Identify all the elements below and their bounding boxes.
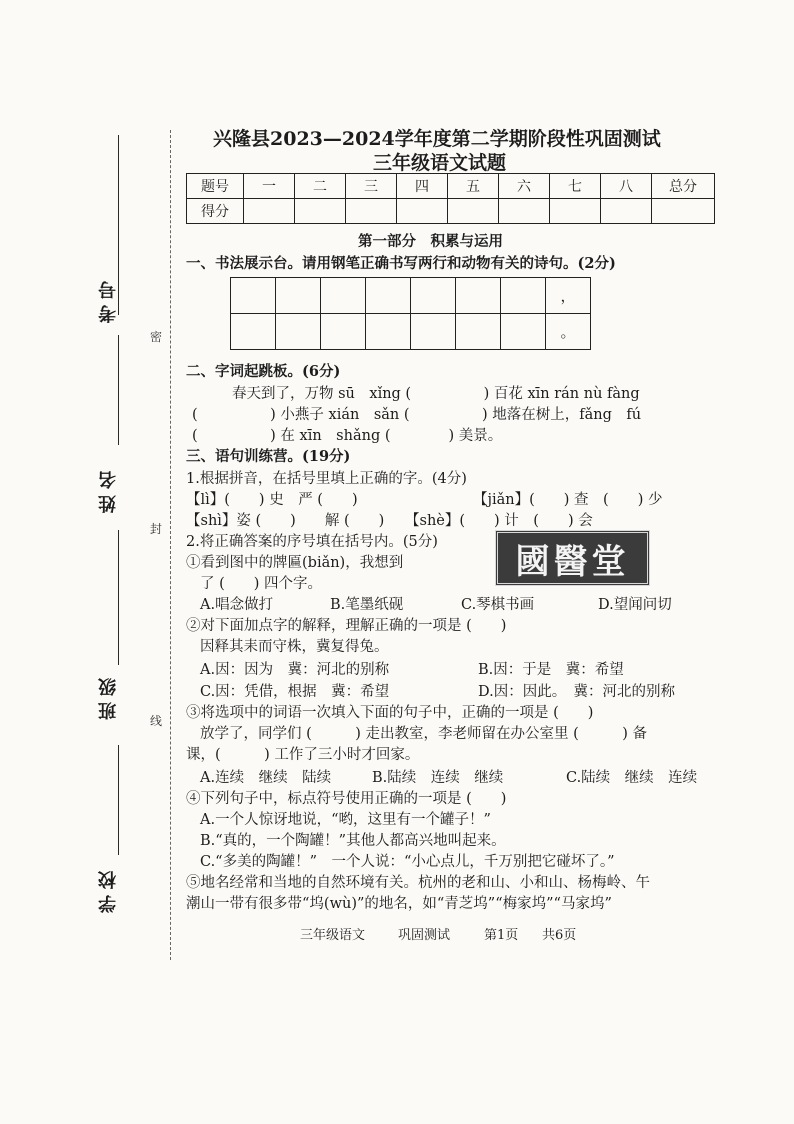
calligraphy-grid[interactable]: [230, 277, 591, 350]
grid-cell: ，: [546, 278, 591, 314]
q2-item2-option: C.因：凭借，根据 冀：希望: [200, 684, 390, 700]
grid-cell[interactable]: [456, 314, 501, 350]
score-input-cell[interactable]: [346, 199, 397, 224]
name-label: 姓名: [98, 465, 119, 513]
plaque-image: [495, 530, 650, 586]
grid-cell[interactable]: [366, 314, 411, 350]
q2-item2: ②对下面加点字的解释，理解正确的一项是 ( ): [186, 618, 507, 634]
q2-item5-cont: 潮山一带有很多带“坞(wù)”的地名，如“青芝坞”“梅家坞”“马家坞”: [186, 896, 612, 912]
q1-item-shi: 【shì】姿 ( ) 解 ( ): [186, 513, 385, 529]
score-cell: 八: [601, 174, 652, 199]
footer-subject: 三年级语文: [300, 928, 366, 943]
q2-item3-option: B.陆续 连续 继续: [372, 770, 504, 786]
grid-cell: 。: [546, 314, 591, 350]
q2-item1-option: B.笔墨纸砚: [330, 597, 404, 613]
q2-item2-option: B.因：于是 冀：希望: [478, 662, 624, 678]
pinyin-line-2: ( ) 小燕子 xián sǎn ( ) 地落在树上，fǎng fú: [192, 407, 642, 423]
q2-item2-quote: 因释其耒而守株，冀复得兔。: [200, 639, 389, 655]
q2-item4-option: C.“多美的陶罐！” 一个人说：“小心点儿，千万别把它碰坏了。”: [200, 854, 615, 870]
score-cell: 二: [295, 174, 346, 199]
grid-cell[interactable]: [231, 278, 276, 314]
q2-item1: ①看到图中的牌匾(biǎn)，我想到: [186, 555, 404, 571]
section1-heading: 一、书法展示台。请用钢笔正确书写两行和动物有关的诗句。(2分): [186, 255, 616, 272]
grid-cell[interactable]: [501, 278, 546, 314]
q2-item3-line2: 课，( ) 工作了三小时才回家。: [186, 747, 420, 763]
q2-item2-option: A.因：因为 冀：河北的别称: [200, 662, 390, 678]
q2-item2-option: D.因：因此。 冀：河北的别称: [478, 684, 675, 700]
seal-char-feng: 封: [150, 522, 163, 536]
score-cell: 七: [550, 174, 601, 199]
exam-subtitle: 三年级语文试题: [373, 152, 507, 174]
grid-cell[interactable]: [276, 314, 321, 350]
pinyin-line-1: 春天到了，万物 sū xǐng ( ) 百花 xīn rán nù fàng: [232, 386, 640, 402]
score-cell: 题号: [187, 174, 244, 199]
binding-line-3: [118, 530, 119, 665]
grid-cell[interactable]: [321, 314, 366, 350]
score-cell: 六: [499, 174, 550, 199]
grid-cell[interactable]: [456, 278, 501, 314]
q2-item4-option: A.一个人惊讶地说，“哟，这里有一个罐子！”: [200, 812, 491, 828]
score-input-cell[interactable]: [601, 199, 652, 224]
seal-char-xian: 线: [150, 714, 163, 728]
plaque-text: 國醫堂: [515, 541, 630, 582]
grid-cell[interactable]: [321, 278, 366, 314]
section3-heading: 三、语句训练营。(19分): [186, 448, 351, 465]
q2-item5: ⑤地名经常和当地的自然环境有关。杭州的老和山、小和山、杨梅岭、午: [186, 875, 650, 891]
score-input-cell[interactable]: [295, 199, 346, 224]
binding-line-2: [118, 335, 119, 445]
exam-title: 兴隆县2023—2024学年度第二学期阶段性巩固测试: [213, 128, 661, 150]
score-cell: 总分: [652, 174, 715, 199]
q2-item3: ③将选项中的词语一次填入下面的句子中，正确的一项是 ( ): [186, 705, 594, 721]
grid-cell[interactable]: [231, 314, 276, 350]
grid-cell[interactable]: [276, 278, 321, 314]
q2-item4-option: B.“真的，一个陶罐！”其他人都高兴地叫起来。: [200, 833, 506, 849]
pinyin-line-3: ( ) 在 xīn shǎng ( ) 美景。: [192, 428, 503, 444]
q1-item-jian: 【jiǎn】( ) 查 ( ) 少: [473, 492, 663, 508]
grid-cell[interactable]: [366, 278, 411, 314]
school-label: 学校: [98, 865, 119, 913]
seal-char-mi: 密: [150, 330, 163, 344]
score-table-score-row: [187, 199, 715, 224]
q2-prompt: 2.将正确答案的序号填在括号内。(5分): [186, 534, 438, 550]
score-cell: 三: [346, 174, 397, 199]
q2-item1-option: D.望闻问切: [598, 597, 672, 613]
q2-item1-option: A.唱念做打: [200, 597, 274, 613]
grid-cell[interactable]: [411, 314, 456, 350]
score-input-cell[interactable]: [448, 199, 499, 224]
q1-prompt: 1.根据拼音，在括号里填上正确的字。(4分): [186, 471, 467, 487]
binding-line-4: [118, 745, 119, 855]
score-cell: 一: [244, 174, 295, 199]
exam-number-label: 考号: [98, 275, 119, 323]
score-input-cell[interactable]: [652, 199, 715, 224]
q1-item-li: 【lì】( ) 史 严 ( ): [186, 492, 358, 508]
q2-item3-option: A.连续 继续 陆续: [200, 770, 332, 786]
q2-item3-option: C.陆续 继续 连续: [566, 770, 698, 786]
q2-item4: ④下列句子中，标点符号使用正确的一项是 ( ): [186, 791, 507, 807]
seal-dashed-line: [170, 130, 171, 960]
q2-item1-cont: 了 ( ) 四个字。: [200, 576, 323, 592]
score-table-header-row: [187, 174, 715, 199]
score-cell: 五: [448, 174, 499, 199]
score-input-cell[interactable]: [397, 199, 448, 224]
part-heading: 第一部分 积累与运用: [358, 233, 503, 250]
q1-item-she: 【shè】( ) 计 ( ) 会: [405, 513, 593, 529]
q2-item1-option: C.琴棋书画: [461, 597, 535, 613]
footer-total: 共6页: [542, 928, 577, 943]
score-input-cell[interactable]: [244, 199, 295, 224]
footer-page: 第1页: [484, 928, 519, 943]
class-label: 班级: [98, 672, 119, 720]
score-input-cell[interactable]: [550, 199, 601, 224]
section2-heading: 二、字词起跳板。(6分): [186, 363, 341, 380]
score-input-cell[interactable]: [499, 199, 550, 224]
score-cell: 四: [397, 174, 448, 199]
score-cell: 得分: [187, 199, 244, 224]
q2-item3-line1: 放学了，同学们 ( ) 走出教室，李老师留在办公室里 ( ) 备: [200, 726, 648, 742]
grid-cell[interactable]: [411, 278, 456, 314]
score-table: [186, 173, 715, 224]
grid-cell[interactable]: [501, 314, 546, 350]
footer-test: 巩固测试: [398, 928, 451, 943]
